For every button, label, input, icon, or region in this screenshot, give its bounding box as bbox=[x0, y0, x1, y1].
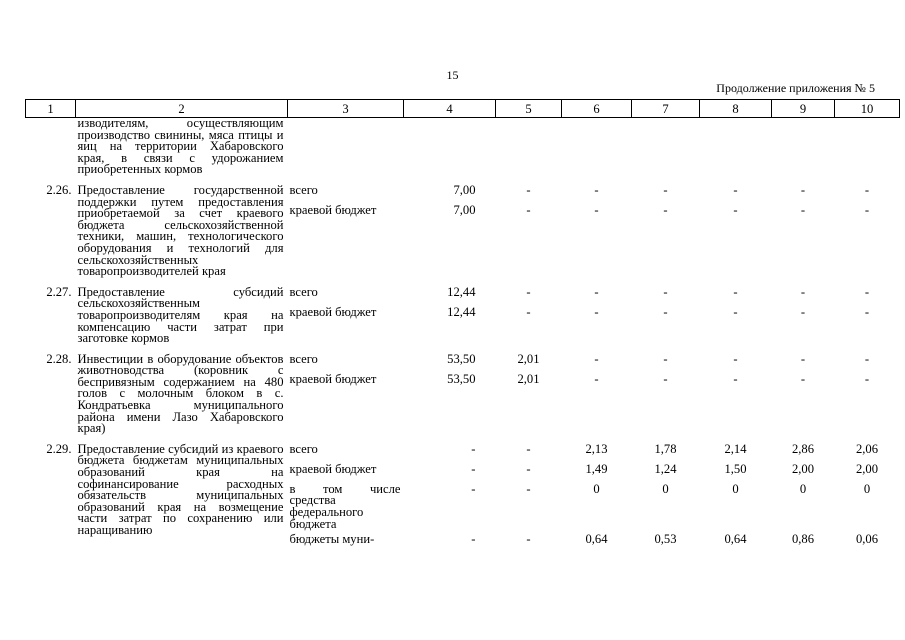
continuation-label: Продолжение приложения № 5 bbox=[716, 81, 875, 95]
value-cell: - bbox=[864, 182, 870, 197]
value-cell: - bbox=[594, 284, 599, 299]
value-cell: 0 bbox=[799, 481, 807, 496]
funding-source-label: всего bbox=[289, 284, 318, 299]
row-description: Предоставление государственной поддержки путем предоставления приобретаемой за счет краевого бюджета сельскохозяйственной техники, машин, технологического оборудования и технологий для сельскохозяйственных товаропроизводителей края bbox=[77, 182, 284, 279]
value-cell: - bbox=[594, 371, 599, 386]
value-cell: - bbox=[663, 351, 668, 366]
appendix-table bbox=[25, 99, 900, 554]
value-cell: - bbox=[526, 202, 531, 217]
value-cell: - bbox=[733, 351, 738, 366]
value-cell: - bbox=[471, 531, 476, 546]
header-cell-7: 7 bbox=[632, 100, 700, 118]
header-cell-4: 4 bbox=[404, 100, 496, 118]
value-cell: - bbox=[526, 304, 531, 319]
value-cell: 53,50 bbox=[447, 371, 476, 386]
table-row bbox=[26, 435, 900, 554]
value-cell: - bbox=[864, 351, 870, 366]
value-cell: - bbox=[526, 284, 531, 299]
value-cell: - bbox=[594, 202, 599, 217]
value-cell: 2,14 bbox=[724, 441, 747, 456]
value-cell: 0,86 bbox=[791, 531, 815, 546]
value-cell: - bbox=[471, 461, 476, 476]
value-cell: - bbox=[733, 304, 738, 319]
value-cell: - bbox=[594, 351, 599, 366]
value-cell: - bbox=[800, 371, 806, 386]
value-cell: 0,53 bbox=[654, 531, 677, 546]
value-cell: - bbox=[864, 202, 870, 217]
table-row bbox=[26, 278, 900, 345]
value-cell: - bbox=[663, 284, 668, 299]
value-cell: 0,06 bbox=[855, 531, 879, 546]
row-description: Предоставление субсидий сельскохозяйственным товаропроизводителям края на компенсацию части затрат при заготовке кормов bbox=[77, 284, 284, 346]
value-cell: - bbox=[471, 441, 476, 456]
value-cell: 2,06 bbox=[855, 441, 879, 456]
value-cell: - bbox=[663, 304, 668, 319]
header-cell-10: 10 bbox=[835, 100, 900, 118]
funding-source-label: краевой бюджет bbox=[289, 304, 377, 319]
value-cell: 0 bbox=[662, 481, 669, 496]
value-cell: - bbox=[800, 202, 806, 217]
funding-source-label: бюджеты муни- bbox=[289, 531, 375, 546]
table-row bbox=[26, 118, 900, 176]
value-cell: 12,44 bbox=[447, 284, 476, 299]
funding-source-label: краевой бюджет bbox=[289, 202, 377, 217]
header-row bbox=[26, 100, 900, 118]
header-cell-9: 9 bbox=[772, 100, 835, 118]
value-cell: - bbox=[663, 371, 668, 386]
header-cell-6: 6 bbox=[562, 100, 632, 118]
value-cell: - bbox=[800, 304, 806, 319]
row-number: 2.26. bbox=[46, 182, 72, 197]
value-cell: 2,01 bbox=[517, 351, 540, 366]
value-cell: 2,13 bbox=[585, 441, 608, 456]
row-description: Инвестиции в оборудование объектов животноводства (коровник с беспривязным содержанием на 480 голов с молочным блоком в с. Кондратьевка муниципального района имени Лазо Хабаровского края) bbox=[77, 351, 284, 436]
value-cell: 1,50 bbox=[724, 461, 747, 476]
funding-source-label: всего bbox=[289, 351, 318, 366]
value-cell: - bbox=[526, 481, 531, 496]
value-cell: 2,86 bbox=[791, 441, 815, 456]
value-cell: - bbox=[800, 182, 806, 197]
value-cell: 2,01 bbox=[517, 371, 540, 386]
value-cell: - bbox=[594, 304, 599, 319]
value-cell: 0 bbox=[593, 481, 600, 496]
funding-source-label: всего bbox=[289, 182, 318, 197]
value-cell: - bbox=[733, 182, 738, 197]
table-row bbox=[26, 345, 900, 435]
row-number: 2.28. bbox=[46, 351, 72, 366]
row-description: Предоставление субсидий из краевого бюджета бюджетам муниципальных образований края на софинансирование расходных обязательств муниципальных образований края на возмещение части затрат по сохранению или наращиванию bbox=[77, 441, 284, 537]
funding-source-label: краевой бюджет bbox=[289, 371, 377, 386]
row-number: 2.27. bbox=[46, 284, 72, 299]
value-cell: - bbox=[733, 284, 738, 299]
value-cell: 2,00 bbox=[791, 461, 815, 476]
value-cell: 1,49 bbox=[585, 461, 608, 476]
value-cell: - bbox=[526, 531, 531, 546]
header-cell-2: 2 bbox=[76, 100, 288, 118]
value-cell: - bbox=[594, 182, 599, 197]
header-cell-1: 1 bbox=[26, 100, 76, 118]
value-cell: - bbox=[733, 371, 738, 386]
funding-source-label: всего bbox=[289, 441, 318, 456]
value-cell: 0 bbox=[732, 481, 739, 496]
value-cell: 0 bbox=[863, 481, 871, 496]
table-row bbox=[26, 176, 900, 278]
value-cell: - bbox=[864, 284, 870, 299]
value-cell: 0,64 bbox=[585, 531, 608, 546]
value-cell: - bbox=[864, 371, 870, 386]
value-cell: - bbox=[663, 182, 668, 197]
page-number: 15 bbox=[446, 68, 459, 82]
value-cell: - bbox=[800, 284, 806, 299]
value-cell: - bbox=[663, 202, 668, 217]
value-cell: - bbox=[733, 202, 738, 217]
funding-source-label: краевой бюджет bbox=[289, 461, 377, 476]
value-cell: 7,00 bbox=[453, 182, 476, 197]
value-cell: - bbox=[526, 461, 531, 476]
value-cell: 1,78 bbox=[654, 441, 677, 456]
value-cell: - bbox=[800, 351, 806, 366]
value-cell: - bbox=[526, 441, 531, 456]
row-description: изводителям, осуществляющим производство свинины, мяса птицы и яиц на территории Хабаровского края, в связи с удорожанием приобретенных кормов bbox=[77, 116, 284, 177]
value-cell: - bbox=[526, 182, 531, 197]
value-cell: 1,24 bbox=[654, 461, 677, 476]
header-cell-3: 3 bbox=[288, 100, 404, 118]
header-cell-5: 5 bbox=[496, 100, 562, 118]
header-cell-8: 8 bbox=[700, 100, 772, 118]
row-number bbox=[26, 118, 76, 176]
value-cell: - bbox=[864, 304, 870, 319]
value-cell: 12,44 bbox=[447, 304, 476, 319]
value-cell: 7,00 bbox=[453, 202, 476, 217]
value-cell: 0,64 bbox=[724, 531, 747, 546]
value-cell: 2,00 bbox=[855, 461, 879, 476]
value-cell: 53,50 bbox=[447, 351, 476, 366]
value-cell: - bbox=[471, 481, 476, 496]
funding-source-label: в том числе средства федерального бюджета bbox=[289, 481, 401, 531]
row-number: 2.29. bbox=[46, 441, 72, 456]
